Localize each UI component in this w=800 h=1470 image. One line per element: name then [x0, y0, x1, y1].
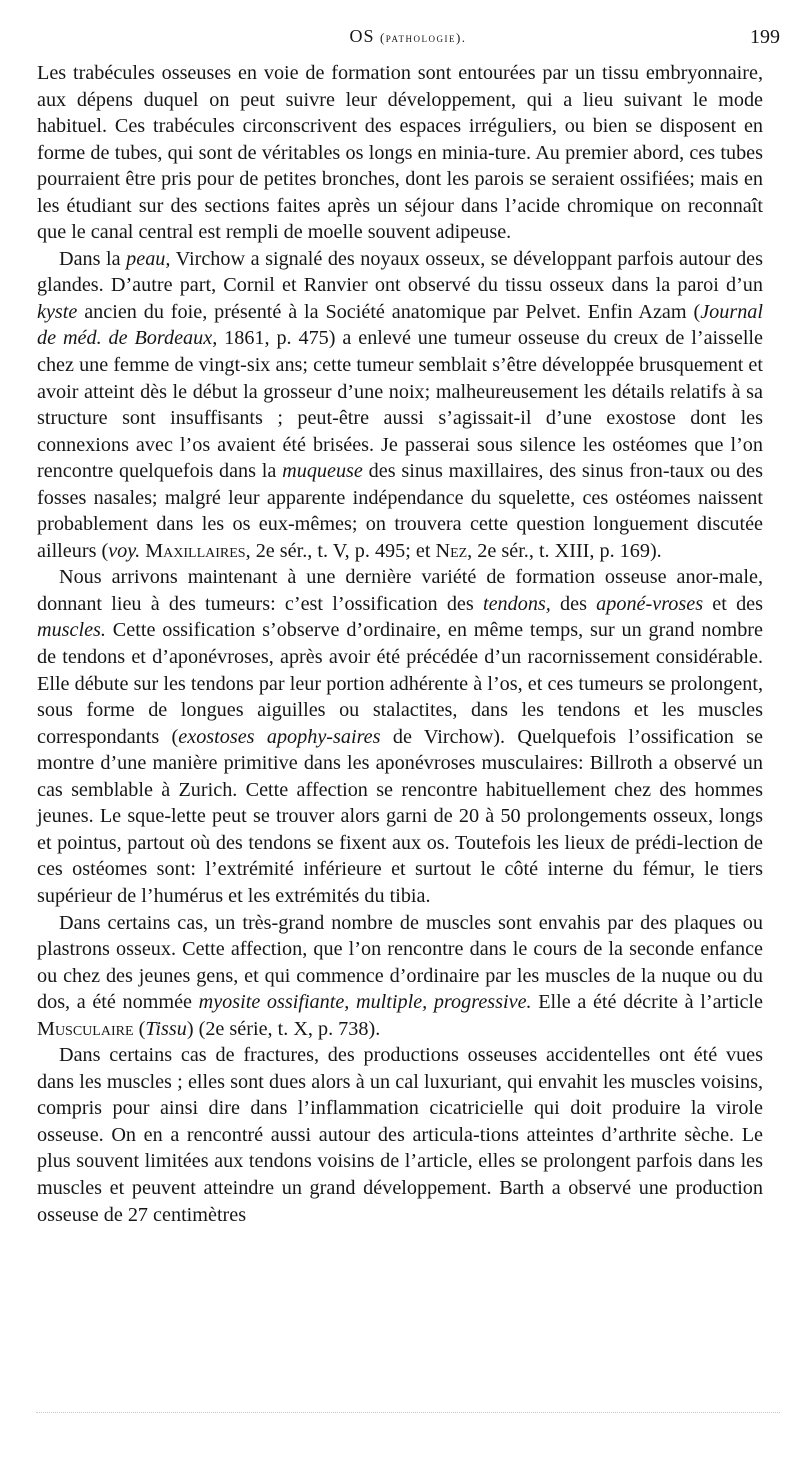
paragraph [37, 246, 763, 565]
text-run: Elle a été décrite à l’article [531, 991, 763, 1014]
text-run: Dans la [59, 247, 127, 270]
page-number: 199 [750, 26, 780, 48]
italic-run: peau, [126, 247, 171, 270]
text-run: 1861, p. 475) a enlevé une tumeur osseuse du creux de l’aisselle chez une femme de vingt-six ans; cette tumeur semblait s’être développée brusquement et avoir atteint dès le début la grosseur d’une noix; malheureusement les détails relatifs à sa structure sont insuffisants ; peut-être aussi s’agissait-il d’une exostose dont les connexions avec l’os avaient été brisées. Je passerai sous silence les ostéomes que l’on rencontre quelquefois dans la [37, 327, 763, 483]
italic-run: Journal de méd. de Bordeaux, [37, 300, 763, 350]
text-run: des sinus maxillaires, des sinus fron-taux ou des fosses nasales; malgré leur apparente indépendance du squelette, ces ostéomes naissent probablement dans les os eux-mêmes; on trouvera cette question longuement discutée ailleurs ( [37, 460, 763, 562]
footer-dotted-rule [36, 1412, 780, 1413]
text-run: Dans certains cas, un très-grand nombre de muscles sont envahis par des plaques ou plastrons osseux. Cette affection, que l’on rencontre dans le cours de la seconde enfance ou chez des jeunes gens, et qui commence d’ordinaire par les muscles de la nuque ou du dos, a été nommée [37, 911, 763, 1014]
body-text [37, 60, 763, 1228]
running-title [36, 26, 780, 47]
small-caps-run: Musculaire [37, 1017, 134, 1040]
italic-run: kyste [37, 300, 78, 323]
small-caps-run: Nez, [435, 539, 473, 562]
text-run: ) (2e série, t. X, p. 738). [186, 1017, 381, 1040]
italic-run: muqueuse [282, 460, 363, 483]
running-title-subtitle: (pathologie). [379, 30, 467, 45]
text-run: 2e sér., t. V, p. 495; et [250, 539, 436, 562]
text-run: Nous arrivons maintenant à une dernière variété de formation osseuse anor-male, donnant lieu à des tumeurs: c’est l’ossification des [37, 566, 763, 615]
text-run: ancien du foie, présenté à la Société anatomique par Pelvet. Enfin Azam ( [77, 300, 701, 323]
italic-run: voy. [108, 539, 141, 562]
running-header [36, 26, 780, 54]
running-title-main: OS [349, 26, 375, 46]
paragraph [37, 910, 763, 1043]
italic-run: tendons, [482, 592, 551, 615]
paragraph [37, 60, 763, 246]
text-run: Dans certains cas de fractures, des productions osseuses accidentelles ont été vues dans les muscles ; elles sont dues alors à un cal luxuriant, qui envahit les muscles voisins, compris pour ainsi dire dans l’inflammation cicatricielle qui doit produire la virole osseuse. On en a rencontré aussi autour des articula-tions atteintes d’arthrite sèche. Le plus souvent limitées aux tendons voisins de l’article, elles se prolongent parfois dans les muscles et peuvent atteindre un grand développement. Barth a observé une production osseuse de 27 centimètres [37, 1044, 763, 1226]
small-caps-run: Maxillaires, [145, 539, 251, 562]
text-run: Virchow a signalé des noyaux osseux, se développant parfois autour des glandes. D’autre part, Cornil et Ranvier ont observé du tissu osseux dans la paroi d’un [37, 247, 763, 297]
text-run: Les trabécules osseuses en voie de formation sont entourées par un tissu embryonnaire, aux dépens duquel on peut suivre leur développement, qui a lieu suivant le mode habituel. Ces trabécules circonscrivent des espaces irréguliers, ou bien se disposent en forme de tubes, qui sont de véritables os longs en minia-ture. Au premier abord, ces tubes pourraient être pris pour de petites bronches, dont les parois se seraient ossifiées; mais en les étudiant sur des sections faites après un séjour dans l’acide chromique on reconnaît que le canal central est rempli de moelle souvent adipeuse. [37, 62, 763, 244]
paragraph [37, 564, 763, 909]
italic-run: myosite ossifiante, multiple, progressive. [198, 991, 532, 1014]
text-run: de Virchow). Quelquefois l’ossification se montre d’une manière primitive dans les aponévroses musculaires: Billroth a observé un cas semblable à Zurich. Cette affection se rencontre habituellement chez des hommes jeunes. Le sque-lette peut se trouver alors garni de 20 à 50 prolongements osseux, longs et pointus, partout où des tendons se fixent aux os. Toutefois les lieux de prédi-lection de ces ostéomes sont: l’extrémité inférieure et surtout le côté interne du fémur, le tiers supérieur de l’humérus et les extrémités du tibia. [37, 725, 763, 907]
paragraph [37, 1042, 763, 1228]
text-run: 2e sér., t. XIII, p. 169). [472, 539, 662, 562]
text-run: ( [133, 1017, 146, 1040]
text-run: et des [703, 592, 763, 615]
text-run: Cette ossification s’observe d’ordinaire, en même temps, sur un grand nombre de tendons et d’aponévroses, après avoir été précédée d’un racornissement considérable. Elle débute sur les tendons par leur portion adhérente à l’os, et ces tumeurs se prolongent, sous forme de longues aiguilles ou stalactites, dans les tendons et les muscles correspondants ( [37, 619, 763, 748]
italic-run: muscles. [37, 619, 106, 642]
italic-run: exostoses apophy-saires [178, 725, 381, 748]
text-run: des [550, 592, 597, 615]
italic-run: aponé-vroses [596, 592, 704, 615]
italic-run: Tissu [145, 1017, 187, 1040]
